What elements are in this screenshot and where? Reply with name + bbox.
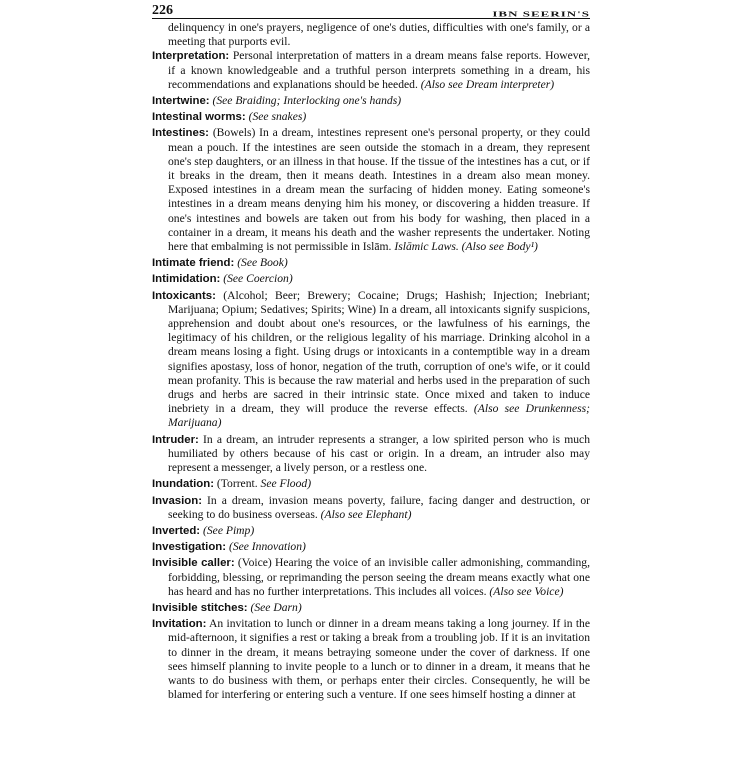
headword: Intoxicants:: [152, 289, 216, 302]
entry-body: (Bowels) In a dream, intestines represent one's personal property, or they could mean a pouch. If the intestines are seen outside the stomach in a dream, they represent one's step daughters, or an illness in that house. If the tissue of the intestines has a cut, or if it breaks in the dream, then it means death. Intestines in a dream also mean money. Exposed intestines in a dream mean the surfacing of hidden money. Eating someone's intestines in a dream means denying him his money, or discovering a hidden treasure. If one's intestines and bowels are taken out from his body for washing, then placed in a container in a dream, it means his death and the washer represents the undertaker. Noting here that embalming is not permissible in Islām.: [168, 126, 590, 254]
headword: Intertwine:: [152, 95, 210, 108]
headword: Invisible stitches:: [152, 601, 248, 614]
continued-text: delinquency in one's prayers, negligence of one's duties, difficulties with one's family, or a meeting that purports evil.: [168, 21, 590, 49]
cross-reference: (Also see Drunkenness; Marijuana): [168, 402, 590, 430]
cross-reference: (See Braiding; Interlocking one's hands): [212, 94, 402, 108]
entry-intestinal-worms: [152, 110, 590, 124]
entry-invitation: [152, 617, 590, 702]
cross-reference: (Also see Voice): [489, 584, 564, 598]
cross-reference: (See Pimp): [203, 523, 255, 537]
entry-intruder: [152, 433, 590, 476]
headword: Inundation:: [152, 478, 214, 491]
headword: Invitation:: [152, 618, 207, 631]
entry-invisible-stitches: [152, 601, 590, 615]
entry-intimidation: [152, 272, 590, 286]
entry-invisible-caller: [152, 556, 590, 599]
cross-reference: Islāmic Laws. (Also see Body¹): [394, 240, 538, 254]
headword: Invisible caller:: [152, 557, 235, 570]
entry-body: (Torrent.: [214, 477, 261, 491]
entry-intoxicants: [152, 289, 590, 431]
entry-intertwine: [152, 94, 590, 108]
entry-inverted: [152, 524, 590, 538]
entry-inundation: [152, 477, 590, 491]
headword: Intimidation:: [152, 273, 221, 286]
headword: Intimate friend:: [152, 257, 235, 270]
cross-reference: (See Coercion): [223, 272, 293, 286]
headword: Intestines:: [152, 127, 209, 140]
entry-body: In a dream, invasion means poverty, failure, facing danger and destruction, or seeking to do business overseas.: [168, 493, 590, 521]
cross-reference: (Also see Elephant): [320, 507, 412, 521]
entry-body: Personal interpretation of matters in a dream means false reports. However, if a known knowledgeable and a truthful person interprets something in a dream, his recommendations and explanations should be heeded.: [168, 49, 590, 91]
headword: Interpretation:: [152, 50, 230, 63]
entry-list: [152, 49, 590, 702]
cross-reference: (See snakes): [248, 110, 307, 124]
entry-interpretation: [152, 49, 590, 92]
entry-body: An invitation to lunch or dinner in a dream means taking a long journey. If in the mid-afternoon, it signifies a rest or taking a break from a troubling job. If it is an invitation to dinner in the dream, it means betraying someone under the cover of darkness. If one sees himself planning to invite people to a lunch or to dinner in a dream, it means that he wants to do business with them, or perhaps enter their circles. Consequently, he will be blamed for interfering or entering such a venture. If one sees himself hosting a dinner at: [168, 617, 590, 702]
cross-reference: (Also see Dream interpreter): [420, 77, 555, 91]
cross-reference: (See Book): [237, 256, 288, 270]
entry-body: (Alcohol; Beer; Brewery; Cocaine; Drugs; Hashish; Injection; Inebriant; Marijuana; Opium; Sedatives; Spirits; Wine) In a dream, all intoxicants signify suspicions, apprehension and doubt about one's resources, or the lawfulness of his earnings, the legitimacy of his children, or the religious legality of his marriage. Drinking alcohol in a dream means losing a fight. Using drugs or intoxicants in a contemptible way in a dream signifies apostasy, loss of honor, negation of the truth, corruption of one's wife, or it could mean profanity. This is because the raw material and herbs used in the preparation of such drugs and herbs are sacred in their intrinsic state. Once mixed and taken to induce inebriety in a dream, they will produce the reverse effects.: [168, 288, 590, 416]
headword: Invasion:: [152, 494, 203, 507]
cross-reference: See Flood): [260, 477, 312, 491]
cross-reference: (See Darn): [250, 600, 302, 614]
entry-body: In a dream, an intruder represents a stranger, a low spirited person who is much humiliated by others because of his cast or origin. In a dream, an intruder also may represent a messenger, a lively person, or a restless one.: [168, 432, 590, 475]
running-title: IBN SEERIN'S: [492, 9, 590, 18]
entry-intimate-friend: [152, 256, 590, 270]
headword: Investigation:: [152, 541, 227, 554]
entry-investigation: [152, 540, 590, 554]
entry-invasion: [152, 494, 590, 522]
headword: Intruder:: [152, 433, 199, 446]
entry-intestines: [152, 126, 590, 254]
cross-reference: (See Innovation): [228, 540, 306, 554]
entry-body: (Voice) Hearing the voice of an invisible caller admonishing, commanding, forbidding, blessing, or reprimanding the person seeing the dream means exactly what one has heard and has no further interpretations. This includes all voices.: [168, 556, 590, 598]
headword: Intestinal worms:: [152, 111, 246, 124]
page-header: [152, 2, 590, 19]
page-number: 226: [152, 2, 173, 18]
headword: Inverted:: [152, 524, 201, 537]
dictionary-page: [152, 0, 590, 704]
